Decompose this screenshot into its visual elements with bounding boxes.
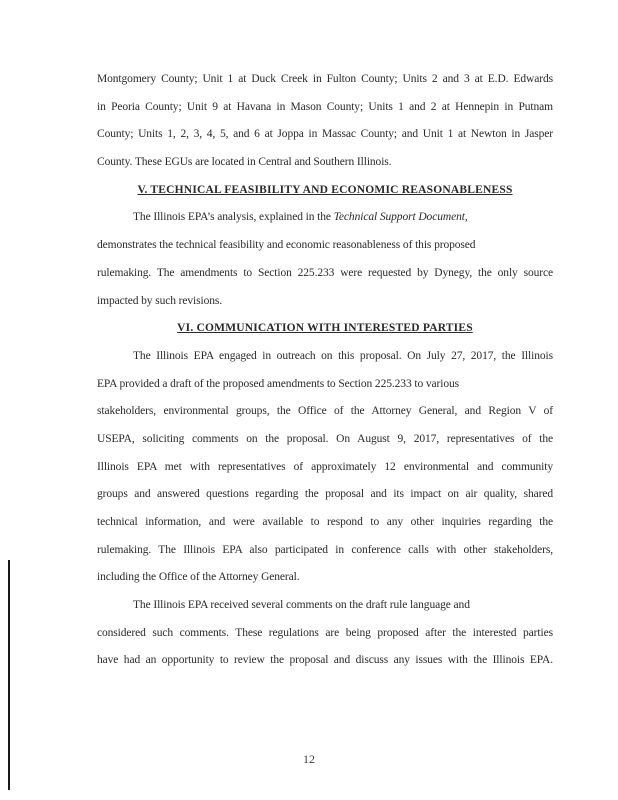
text-line: groups and answered questions regarding the proposal and its impact on air quality, shared — [97, 488, 553, 501]
document-title-italic: Technical Support Document — [333, 211, 465, 224]
text-line: demonstrates the technical feasibility and economic reasonableness of this proposed — [97, 239, 476, 252]
paragraph-section-vi-1 — [97, 343, 553, 592]
text-line: The Illinois EPA received several comments on the draft rule language and — [133, 599, 470, 612]
text-line: The Illinois EPA engaged in outreach on this proposal. On July 27, 2017, the Illinois — [133, 349, 553, 362]
section-heading-v: V. TECHNICAL FEASIBILITY AND ECONOMIC REASONABLENESS — [137, 183, 513, 196]
text-line: County. These EGUs are located in Central and Southern Illinois. — [97, 156, 392, 169]
text-line: stakeholders, environmental groups, the Office of the Attorney General, and Region V of — [97, 405, 553, 418]
text-line: technical information, and were available to respond to any other inquiries regarding the — [97, 516, 553, 528]
page-number: 12 — [303, 752, 315, 766]
text-line: rulemaking. The Illinois EPA also participated in conference calls with other stakeholders, — [97, 543, 553, 556]
paragraph-section-v — [97, 204, 553, 315]
paragraph-section-vi-2 — [97, 592, 553, 675]
text-line: have had an opportunity to review the proposal and discuss any issues with the Illinois EPA. — [97, 654, 553, 667]
text-line: USEPA, soliciting comments on the proposal. On August 9, 2017, representatives of the — [97, 432, 553, 445]
paragraph-intro — [97, 66, 553, 177]
text-run: The Illinois EPA’s analysis, explained in the — [133, 211, 334, 224]
text-line: EPA provided a draft of the proposed amendments to Section 225.233 to various — [97, 377, 460, 390]
text-line: Illinois EPA met with representatives of approximately 12 environmental and community — [97, 460, 553, 473]
text-line: impacted by such revisions. — [97, 294, 223, 307]
text-run: , — [464, 211, 468, 224]
document-body — [97, 66, 553, 675]
text-line: Montgomery County; Unit 1 at Duck Creek in Fulton County; Units 2 and 3 at E.D. Edwards — [97, 73, 553, 85]
text-line — [97, 204, 553, 232]
text-line: considered such comments. These regulations are being proposed after the interested parties — [97, 626, 553, 639]
text-line: County; Units 1, 2, 3, 4, 5, and 6 at Joppa in Massac County; and Unit 1 at Newton in Jasper — [97, 128, 553, 141]
text-line: including the Office of the Attorney General. — [97, 571, 300, 584]
section-heading-vi: VI. COMMUNICATION WITH INTERESTED PARTIES — [177, 322, 473, 335]
text-line: rulemaking. The amendments to Section 225.233 were requested by Dynegy, the only source — [97, 266, 553, 279]
text-line: in Peoria County; Unit 9 at Havana in Mason County; Units 1 and 2 at Hennepin in Putnam — [97, 100, 553, 113]
